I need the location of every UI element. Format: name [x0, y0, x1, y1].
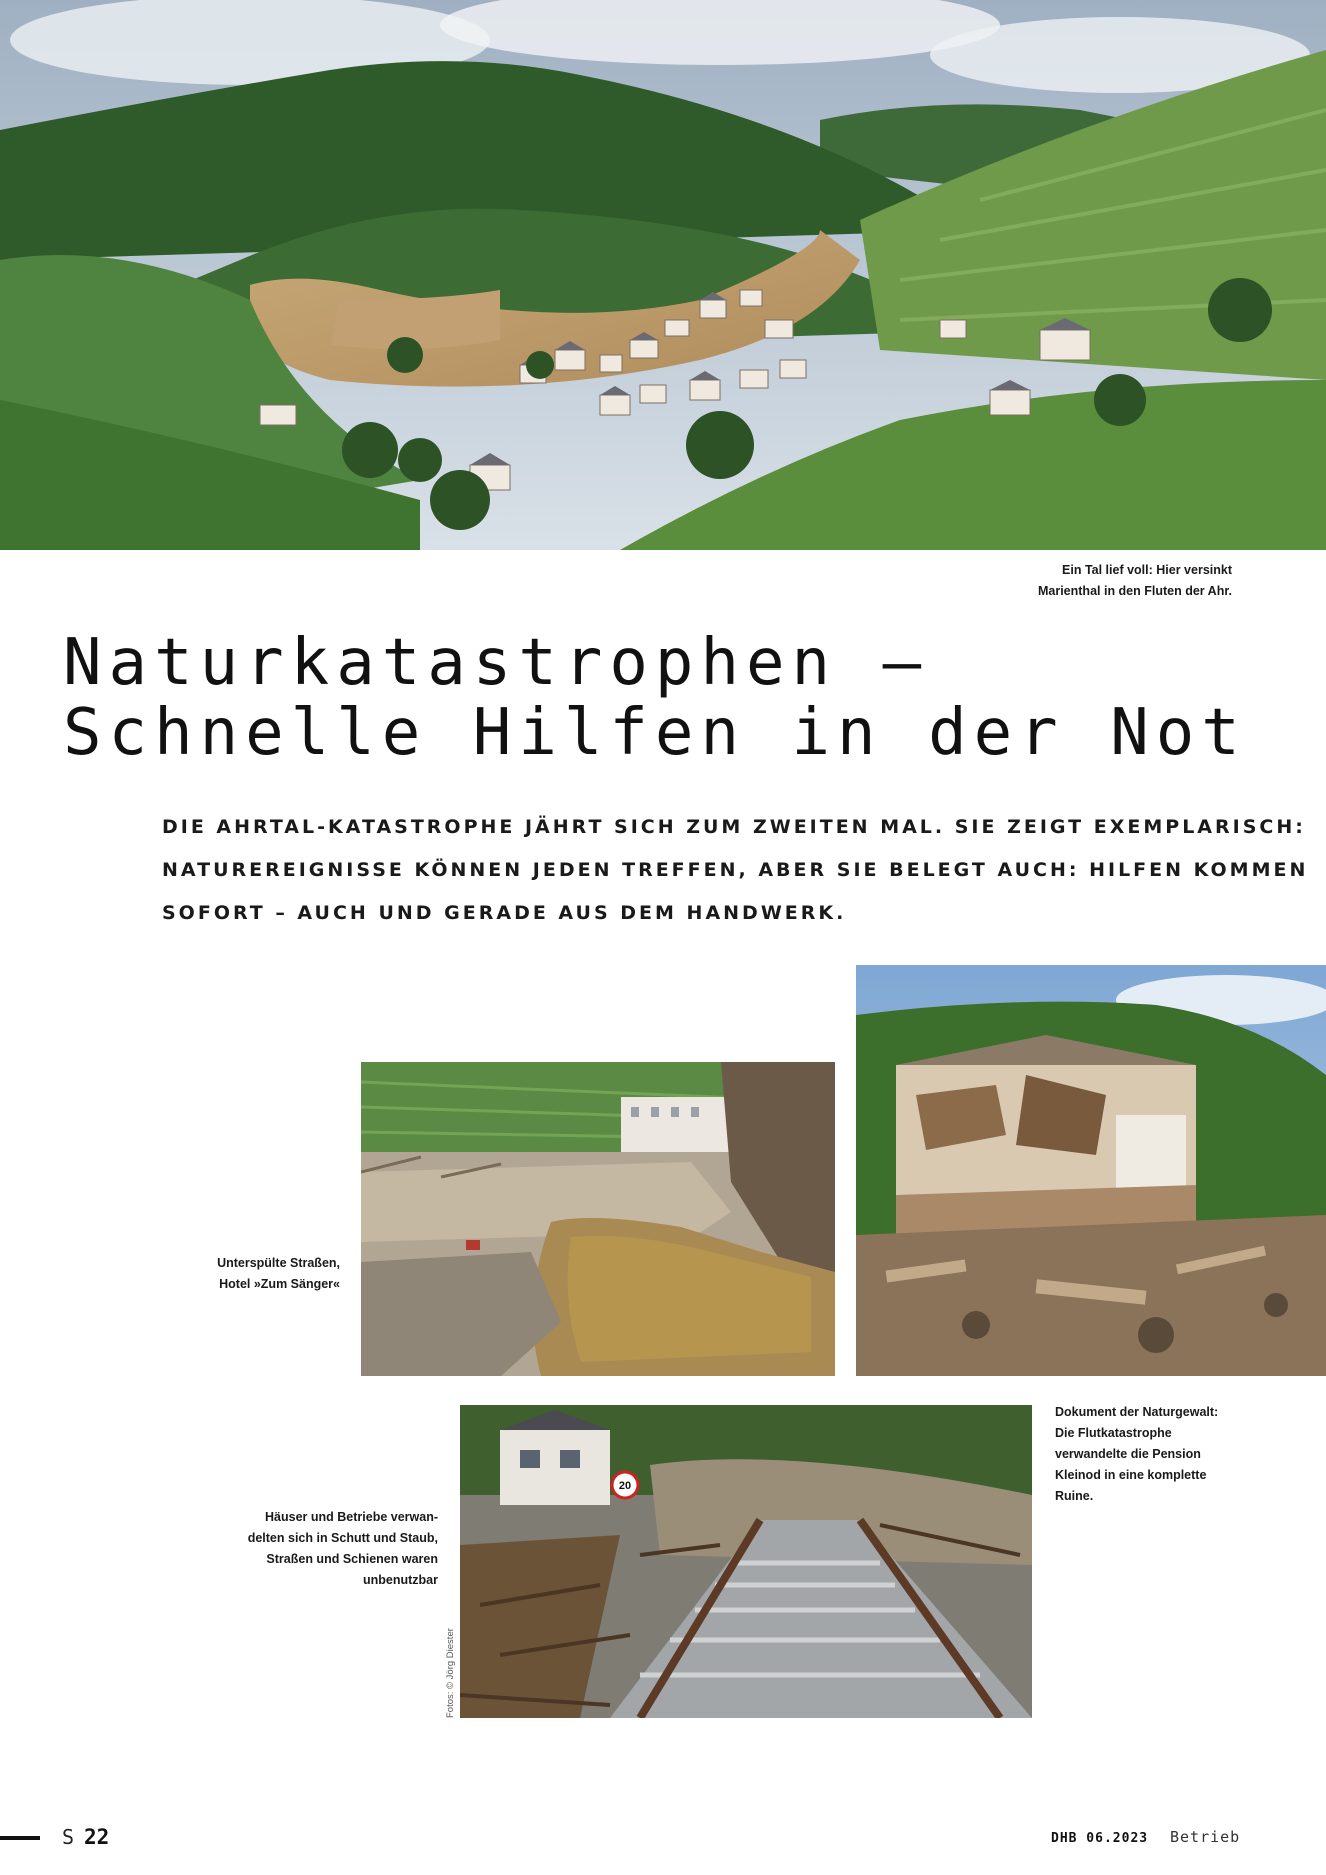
destroyed-pension-photo	[856, 965, 1326, 1376]
street-caption-line-2: Hotel »Zum Sänger«	[219, 1277, 340, 1291]
lead-line-2: NATUREREIGNISSE KÖNNEN JEDEN TREFFEN, ABER SIE BELEGT AUCH: HILFEN KOMMEN	[162, 859, 1309, 881]
street-caption-line-1: Unterspülte Straßen,	[217, 1256, 340, 1270]
destroyed-railway-caption	[248, 1507, 438, 1591]
section-label: Betrieb	[1170, 1828, 1241, 1846]
rail-caption-line-2: delten sich in Schutt und Staub,	[247, 1531, 438, 1545]
ruin-caption-line-3: verwandelte die Pension	[1055, 1447, 1201, 1461]
ruin-caption-line-4: Kleinod in eine komplette	[1055, 1468, 1207, 1482]
destroyed-pension-caption	[1055, 1402, 1218, 1507]
article-title	[63, 628, 1247, 768]
page-rule	[0, 1836, 40, 1840]
lead-line-3: SOFORT – AUCH UND GERADE AUS DEM HANDWERK.	[162, 902, 847, 924]
article-lead	[162, 806, 1308, 935]
lead-line-1: DIE AHRTAL-KATASTROPHE JÄHRT SICH ZUM ZWEITEN MAL. SIE ZEIGT EXEMPLARISCH:	[162, 816, 1306, 838]
rail-caption-line-1: Häuser und Betriebe verwan-	[265, 1510, 438, 1524]
title-line-1: Naturkatastrophen –	[63, 626, 929, 700]
page-number: 22	[84, 1825, 110, 1849]
hero-caption	[1038, 560, 1232, 602]
destroyed-railway-photo	[460, 1405, 1032, 1718]
rail-caption-line-4: unbenutzbar	[363, 1573, 438, 1587]
speed-sign-text: 20	[618, 1480, 632, 1492]
ruin-caption-line-2: Die Flutkatastrophe	[1055, 1426, 1172, 1440]
title-line-2: Schnelle Hilfen in der Not	[63, 696, 1247, 770]
ruin-caption-line-1: Dokument der Naturgewalt:	[1055, 1405, 1219, 1419]
page-prefix: S	[62, 1825, 75, 1849]
photo-credit: Fotos: © Jörg Diester	[445, 1628, 456, 1718]
hero-photo	[0, 0, 1326, 550]
hero-caption-line-1: Ein Tal lief voll: Hier versinkt	[1062, 563, 1232, 577]
flooded-street-caption	[217, 1253, 340, 1295]
flooded-street-photo	[361, 1062, 835, 1376]
issue-label: DHB 06.2023	[1051, 1831, 1149, 1846]
hero-caption-line-2: Marienthal in den Fluten der Ahr.	[1037, 584, 1232, 598]
ruin-caption-line-5: Ruine.	[1055, 1489, 1094, 1503]
rail-caption-line-3: Straßen und Schienen waren	[266, 1552, 438, 1566]
